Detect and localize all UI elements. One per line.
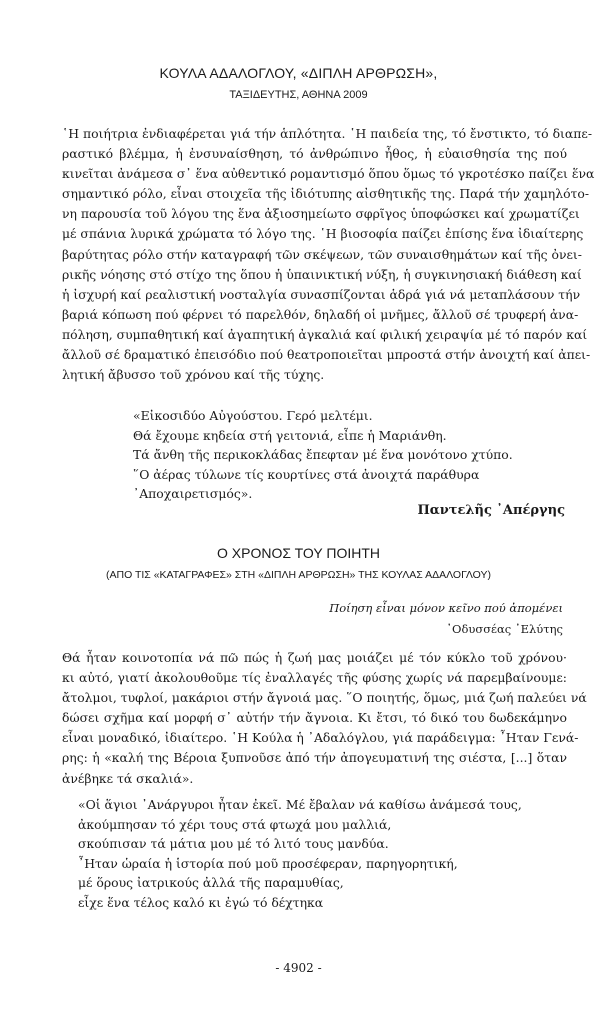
poem-line: ἀκούμπησαν τό χέρι τους στά φτωχά μου μαλλιά, bbox=[78, 816, 392, 832]
poem-line: «Οἱ ἅγιοι ᾿Ανάργυροι ἦταν ἐκεῖ. Μέ ἔβαλαν νά καθίσω ἀνάμεσά τους, bbox=[78, 797, 522, 812]
paragraph-line: ρης: ἡ «καλή της Βέροια ξυπνοῦσε ἀπό τήν ἀπογευματινή της σιέστα, [...] ὅταν bbox=[62, 750, 567, 766]
epigraph-author: ᾿Οδυσσέας ᾿Ελύτης bbox=[446, 622, 563, 636]
poem-line: ῞Ο ἀέρας τύλωνε τίς κουρτίνες στά ἀνοιχτά παράθυρα bbox=[133, 466, 480, 482]
paragraph-line: Θά ἦταν κοινοτοπία νά πῶ πώς ἡ ζωή μας μοιάζει μέ τόν κύκλο τοῦ χρόνου· bbox=[62, 650, 567, 665]
poem-line: Θά ἔχουμε κηδεία στή γειτονιά, εἶπε ἡ Μαριάνθη. bbox=[133, 427, 447, 443]
poem-line: σκούπισαν τά μάτια μου μέ τό λιτό τους μανδύα. bbox=[78, 836, 389, 852]
poem-line: «Εἰκοσιδύο Αὐγούστου. Γερό μελτέμι. bbox=[133, 408, 373, 423]
essay-poem-excerpt bbox=[78, 795, 568, 913]
essay-paragraph bbox=[62, 648, 587, 789]
review-signature: Παντελῆς ᾿Απέργης bbox=[417, 503, 565, 518]
paragraph-line: μέ σπάνια λυρικά χρώματα τό λόγο της. ῾Η βιοσοφία παίζει ἐπίσης ἕνα ἰδιαίτερης bbox=[62, 226, 584, 242]
poem-line: μέ ὅρους ἰατρικούς ἀλλά τῆς παραμυθίας, bbox=[78, 875, 344, 891]
poem-line: Τά ἄνθη τῆς περικοκλάδας ἔπεφταν μέ ἕνα μονότονο χτύπο. bbox=[133, 447, 513, 463]
review-poem-excerpt bbox=[133, 406, 573, 504]
paragraph-line: ἀνέβηκε τά σκαλιά». bbox=[62, 770, 194, 786]
poem-line: ῏Ηταν ὡραία ἡ ἱστορία πού μοῦ προσέφεραν, παρηγορητική, bbox=[78, 855, 458, 871]
essay-subtitle: (ΑΠΟ ΤΙΣ «ΚΑΤΑΓΡΑΦΕΣ» ΣΤΗ «ΔΙΠΛΗ ΑΡΘΡΩΣΗ» ΤΗΣ ΚΟΥΛΑΣ ΑΔΑΛΟΓΛΟΥ) bbox=[105, 569, 492, 581]
review-title: ΚΟΥΛΑ ΑΔΑΛΟΓΛΟΥ, «ΔΙΠΛΗ ΑΡΘΡΩΣΗ», bbox=[159, 65, 438, 81]
paragraph-line: νη παρουσία τοῦ λόγου της ἕνα ἀξιοσημείωτο σφρῖγος ὑποφώσκει καί χρωματίζει bbox=[62, 206, 580, 222]
paragraph-line: λητική ἄβυσσο τοῦ χρόνου καί τῆς τύχης. bbox=[62, 367, 325, 383]
paragraph-line: εἶναι μοναδικό, ἰδιαίτερο. ῾Η Κούλα ἡ ᾿Αδαλόγλου, γιά παράδειγμα: ῏Ηταν Γενά- bbox=[62, 730, 579, 746]
paragraph-line: ραστικό βλέμμα, ἡ ἐνσυναίσθηση, τό ἀνθρώπινο ἦθος, ἡ εὐαισθησία της πού bbox=[62, 146, 567, 162]
paragraph-line: ῾Η ποιήτρια ἐνδιαφέρεται γιά τήν ἁπλότητα. ῾Η παιδεία της, τό ἔνστικτο, τό διαπε- bbox=[62, 126, 593, 141]
paragraph-line: ρικῆς νόησης στό στίχο της ὅπου ἡ ὑπαινικτική νύξη, ἡ συγκινησιακή διάθεση καί bbox=[62, 266, 582, 282]
paragraph-line: βαρύτητας ρόλο στήν καταγραφή τῶν σκέψεων, τῶν συναισθημάτων καί τῆς ὀνει- bbox=[62, 246, 582, 262]
poem-line: ᾿Αποχαιρετισμός». bbox=[133, 486, 253, 502]
poem-line: εἶχε ἕνα τέλος καλό κι ἐγώ τό δέχτηκα bbox=[78, 894, 324, 910]
paragraph-line: πόληση, συμπαθητική καί ἀγαπητική ἀγκαλιά καί φιλική χειραψία μέ τό παρόν καί bbox=[62, 326, 588, 342]
paragraph-line: ἄτολμοι, τυφλοί, μακάριοι στήν ἄγνοιά μας. ῞Ο ποιητής, ὅμως, μιά ζωή παλεύει νά bbox=[62, 690, 587, 706]
paragraph-line: κι αὐτό, γιατί ἀκολουθοῦμε τίς ἐναλλαγές τῆς φύσης χωρίς νά παρεμβαίνουμε: bbox=[62, 670, 567, 686]
review-paragraph bbox=[62, 124, 595, 385]
paragraph-line: σημαντικό ρόλο, εἶναι στοιχεῖα τῆς ἰδιότυπης αἰσθητικῆς της. Παρά τήν χαμηλότο- bbox=[62, 186, 590, 202]
paragraph-line: ἄλλοῦ σέ δραματικό ἐπεισόδιο πού θεατροποιεῖται μπροστά στήν ἀνοιχτή καί ἀπει- bbox=[62, 347, 591, 363]
paragraph-line: ἡ ἰσχυρή καί ρεαλιστική νοσταλγία συνασπίζονται ἁδρά γιά νά μεταπλάσουν τήν bbox=[62, 286, 581, 302]
paragraph-line: κινεῖται ἀνάμεσα σ᾽ ἕνα αὐθεντικό ρομαντισμό ὅπου ὅμως τό γκροτέσκο παίζει ἕνα bbox=[62, 166, 595, 182]
review-subtitle: ΤΑΞΙΔΕΥΤΗΣ, ΑΘΗΝΑ 2009 bbox=[229, 89, 368, 101]
page-number: - 4902 - bbox=[275, 961, 322, 975]
essay-title: Ο ΧΡΟΝΟΣ ΤΟΥ ΠΟΙΗΤΗ bbox=[216, 545, 380, 561]
paragraph-line: βαριά κόπωση πού φέρνει τό παρελθόν, δηλαδή οἱ μνῆμες, ἄλλοῦ σέ τρυφερή ἀνα- bbox=[62, 306, 579, 322]
paragraph-line: δώσει σχῆμα καί μορφή σ᾽ αὐτήν τήν ἄγνοια. Κι ἔτσι, τό δικό του δωδεκάμηνο bbox=[62, 710, 567, 726]
epigraph-quote: Ποίηση εἶναι μόνον κεῖνο πού ἀπομένει bbox=[329, 601, 563, 615]
